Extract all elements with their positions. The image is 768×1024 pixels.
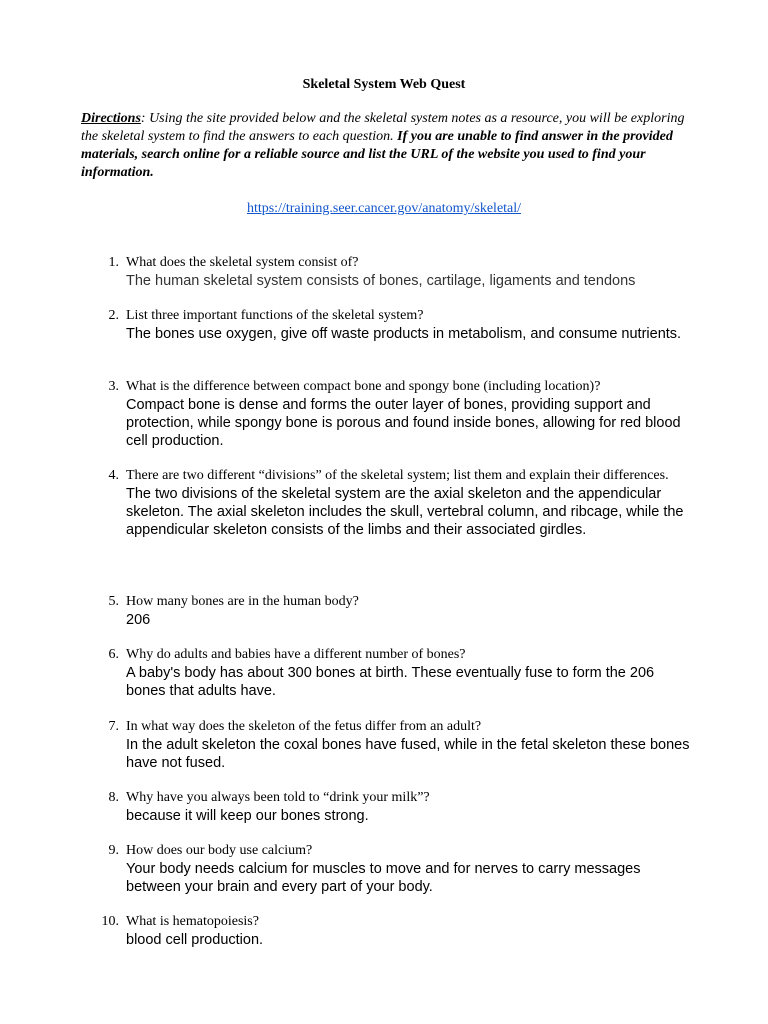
question-text: There are two different “divisions” of the skeletal system; list them and explain their differences. [126, 468, 669, 483]
question-item-4 [81, 467, 691, 539]
directions-label: Directions [81, 111, 141, 126]
question-number: 6. [108, 647, 119, 662]
question-number: 7. [108, 719, 119, 734]
question-number: 8. [108, 790, 119, 805]
question-text: How does our body use calcium? [126, 843, 313, 858]
question-item-3 [81, 378, 691, 450]
question-text: In what way does the skeleton of the fetus differ from an adult? [126, 719, 482, 734]
question-text: How many bones are in the human body? [126, 594, 359, 609]
answer-text: because it will keep our bones strong. [126, 808, 369, 824]
answer-text: blood cell production. [126, 932, 264, 948]
page-title: Skeletal System Web Quest [302, 77, 466, 92]
question-number: 1. [108, 255, 119, 270]
directions-colon: : [140, 111, 146, 126]
question-item-10 [81, 913, 691, 949]
question-item-7 [81, 718, 691, 772]
resource-link-line [0, 200, 768, 218]
question-text: Why have you always been told to “drink your milk”? [126, 790, 430, 805]
question-number: 4. [108, 468, 119, 483]
answer-text: Your body needs calcium for muscles to move and for nerves to carry messages between your brain and every part of your body. [126, 861, 641, 895]
question-item-6 [81, 646, 691, 700]
question-item-2 [81, 307, 691, 343]
directions-text: Using the site provided below and the skeletal system notes as a resource, you will be exploring the skeletal system to find the answers to each question. [81, 111, 685, 144]
question-number: 2. [108, 308, 119, 323]
question-text: Why do adults and babies have a different number of bones? [126, 647, 466, 662]
answer-text: The bones use oxygen, give off waste products in metabolism, and consume nutrients. [126, 326, 682, 342]
question-text: What is hematopoiesis? [126, 914, 259, 929]
resource-link[interactable]: https://training.seer.cancer.gov/anatomy/skeletal/ [246, 201, 522, 216]
answer-text: A baby's body has about 300 bones at birth. These eventually fuse to form the 206 bones that adults have. [126, 665, 655, 699]
question-item-5 [81, 593, 691, 629]
question-item-9 [81, 842, 691, 896]
directions-paragraph [81, 110, 691, 182]
question-item-1 [81, 254, 691, 290]
question-item-8 [81, 789, 691, 825]
answer-text: 206 [126, 612, 151, 628]
answer-text: Compact bone is dense and forms the outer layer of bones, providing support and protection, while spongy bone is porous and found inside bones, allowing for red blood cell production. [126, 397, 681, 449]
question-number: 5. [108, 594, 119, 609]
answer-text: The two divisions of the skeletal system are the axial skeleton and the appendicular skeleton. The axial skeleton includes the skull, vertebral column, and ribcage, while the appendicular skeleton consists of the limbs and their associated girdles. [126, 486, 684, 538]
question-number: 9. [108, 843, 119, 858]
directions-bold-text: If you are unable to find answer in the provided materials, search online for a reliable source and list the URL of the website you used to find your information. [81, 129, 673, 180]
answer-text: The human skeletal system consists of bones, cartilage, ligaments and tendons [126, 273, 636, 289]
question-number: 3. [108, 379, 119, 394]
answer-text: In the adult skeleton the coxal bones have fused, while in the fetal skeleton these bones have not fused. [126, 737, 690, 771]
question-number: 10. [101, 914, 119, 929]
question-text: List three important functions of the skeletal system? [126, 308, 424, 323]
question-text: What does the skeletal system consist of? [126, 255, 359, 270]
question-text: What is the difference between compact bone and spongy bone (including location)? [126, 379, 601, 394]
